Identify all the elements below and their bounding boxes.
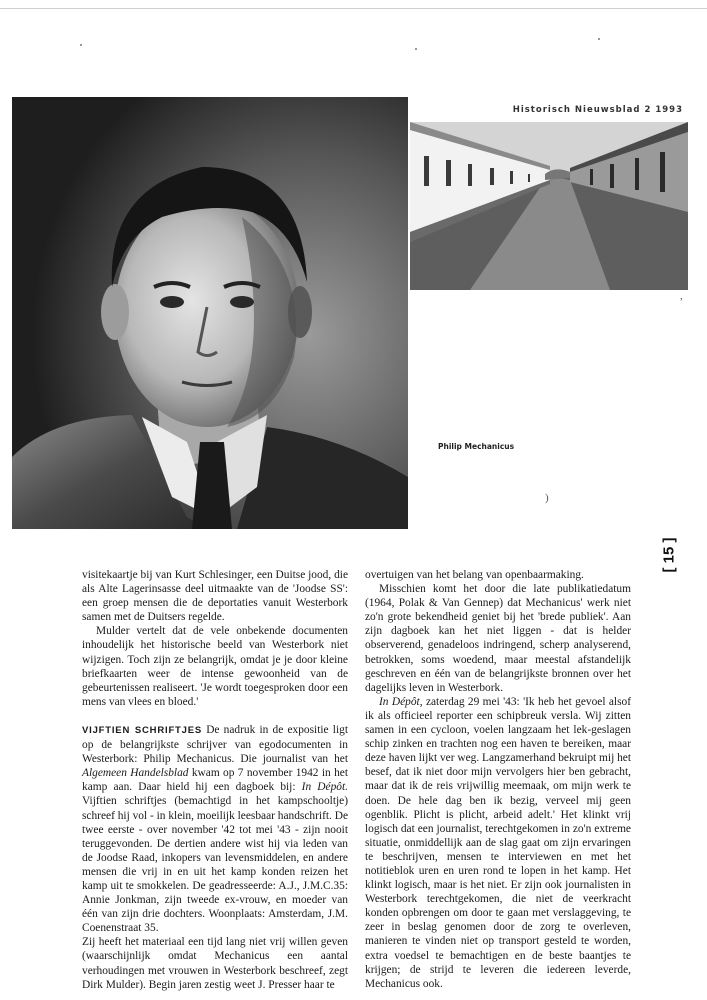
top-rule: [0, 8, 707, 9]
portrait-photo: [12, 97, 408, 529]
scan-speck: [415, 48, 417, 50]
left-column: [82, 568, 348, 992]
photo-caption: Philip Mechanicus: [438, 442, 515, 451]
camp-barracks-photo: [410, 122, 688, 290]
section-heading: VIJFTIEN SCHRIFTJES: [82, 724, 203, 736]
right-column: [365, 568, 631, 991]
paragraph: Zij heeft het materiaal een tijd lang niet vrij willen geven (waarschijnlijk omdat Mechanicus een aantal verhoudingen met vrouwen in Westerbork beschreef, zegt Dirk Mulder). Begin jaren zestig weet J. Presser haar te: [82, 936, 348, 991]
paragraph: visitekaartje bij van Kurt Schlesinger, een Duitse jood, die als Alte Lagerinsasse deel uitmaakte van de 'Joodse SS': een groep mensen die de deportaties vanuit Westerbork samen met de Duitsers regelde.: [82, 569, 348, 624]
paragraph: Misschien komt het door die late publikatiedatum (1964, Polak & Van Gennep) dat Mechanicus' werk niet zo'n grote bekendheid geniet bij het 'brede publiek'. Aan zijn dagboek kan het niet liggen - dat is helder observerend, genadeloos indringend, scherp analyserend, betrokken, soms woedend, maar meestal afstandelijk geschreven en één van de belangrijkste bronnen over het dagelijks leven in Westerbork.: [365, 583, 631, 694]
page-number: [ 15 ]: [660, 537, 678, 573]
margin-mark: ,: [680, 290, 683, 302]
paragraph: VIJFTIEN SCHRIFTJES De nadruk in de expositie ligt op de belangrijkste schrijver van egodocumenten in Westerbork: Philip Mechanicus. Die journalist van het Algemeen Handelsblad kwam op 7 november 1942 in het kamp aan. Daar hield hij een dagboek bij: In Dépôt. Vijftien schriftjes (bemachtigd in het kampschooltje) schreef hij vol - in klein, moeilijk leesbaar handschrift. De twee eerste - over november '42 tot mei '43 - zijn nooit teruggevonden. De dertien andere wist hij via leden van de Joodse Raad, inkopers van levensmiddelen, en andere mensen die vrij in en uit het kamp konden reizen het kamp uit te smokkelen. De geadresseerde: A.J., J.M.C.35: Annie Jonkman, zijn tweede ex-vrouw, en moeder van één van zijn drie dochters. Woonplaats: Amsterdam, J.M. Coenenstraat 35.: [82, 723, 349, 935]
paragraph: Mulder vertelt dat de vele onbekende documenten inhoudelijk het historische beeld van Westerbork niet wijzigen. Toch zijn ze belangrijk, omdat je je door kleine briefkaarten weer de intense gewoonheid van de gebeurtenissen realiseert. 'Je wordt toegesproken door een mens van vlees en bloed.': [82, 625, 348, 708]
scan-speck: [80, 44, 82, 46]
margin-mark: ): [545, 492, 549, 504]
scan-speck: [598, 38, 600, 40]
running-header: Historisch Nieuwsblad 2 1993: [512, 105, 683, 115]
paragraph: overtuigen van het belang van openbaarmaking.: [365, 569, 584, 581]
paragraph: In Dépôt, zaterdag 29 mei '43: 'Ik heb het gevoel alsof ik als officieel reporter een schipbreuk versla. Wij zitten samen in een cycloon, voelen langzaam het lek-geslagen schip zinken en trachten nog een haven te bereiken, maar deze haven lijkt ver weg. Langzamerhand bekruipt mij het besef, dat ik niet door mijn vervolgers hier ben gebracht, maar dat ik de reis vrijwillig meemaak, om mijn werk te doen. De hele dag ben ik bezig, verveel mij geen ogenblik. Plicht is plicht, arbeid adelt.' Het klinkt vrij logisch dat een journalist, terechtgekomen in zo'n extreme situatie, onmiddellijk aan de slag gaat om zijn ervaringen te beschrijven, mensen te interviewen en met het notitieblok uren en uren rond te lopen in het kamp. Het klinkt logisch, maar is het niet. Er zijn ook journalisten in Westerbork terechtgekomen, die niet de veerkracht konden opbrengen om door te gaan met verslaggeving, te zeer in beslag genomen door de zorg te overleven, manieren te vinden niet op transport gesteld te worden, extra voedsel te bemachtigen en de beste baantjes te krijgen; de strijd te leveren die iedereen leverde, Mechanicus ook.: [365, 695, 632, 990]
